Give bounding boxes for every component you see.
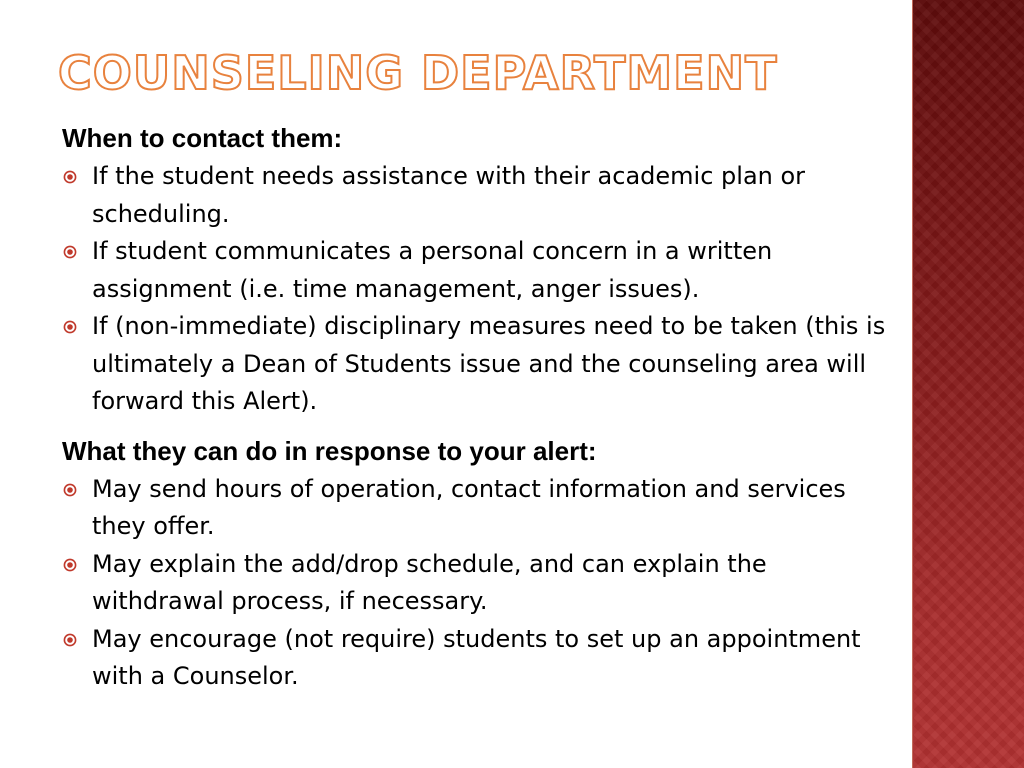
circle-dot-bullet-icon bbox=[63, 483, 77, 497]
circle-dot-bullet-icon bbox=[63, 558, 77, 572]
bullet-text: May explain the add/drop schedule, and can explain the withdrawal process, if necessary. bbox=[92, 549, 767, 615]
section-when-to-contact bbox=[62, 120, 894, 421]
bullet-item bbox=[62, 233, 894, 308]
circle-dot-bullet-icon bbox=[63, 170, 77, 184]
circle-dot-bullet-icon bbox=[63, 245, 77, 259]
bullet-item bbox=[62, 158, 894, 233]
bullet-item bbox=[62, 308, 894, 421]
bullet-text: If (non-immediate) disciplinary measures need to be taken (this is ultimately a Dean of Students issue and the counseling area will forward this Alert). bbox=[92, 312, 886, 415]
slide-content bbox=[62, 120, 894, 696]
bullet-text: If the student needs assistance with their academic plan or scheduling. bbox=[92, 162, 806, 228]
bullet-list bbox=[62, 158, 894, 421]
bullet-text: May send hours of operation, contact information and services they offer. bbox=[92, 474, 846, 540]
circle-dot-bullet-icon bbox=[63, 320, 77, 334]
bullet-text: May encourage (not require) students to set up an appointment with a Counselor. bbox=[92, 624, 861, 690]
circle-dot-bullet-icon bbox=[63, 633, 77, 647]
section-response-actions bbox=[62, 433, 894, 696]
bullet-text: If student communicates a personal concern in a written assignment (i.e. time management, anger issues). bbox=[92, 237, 773, 303]
section-heading: What they can do in response to your alert: bbox=[62, 435, 597, 466]
bullet-item bbox=[62, 621, 894, 696]
slide-title: COUNSELING DEPARTMENT bbox=[58, 46, 778, 100]
bullet-list bbox=[62, 471, 894, 696]
bullet-item bbox=[62, 471, 894, 546]
section-heading: When to contact them: bbox=[62, 123, 343, 153]
decorative-side-band bbox=[912, 0, 1024, 768]
bullet-item bbox=[62, 546, 894, 621]
